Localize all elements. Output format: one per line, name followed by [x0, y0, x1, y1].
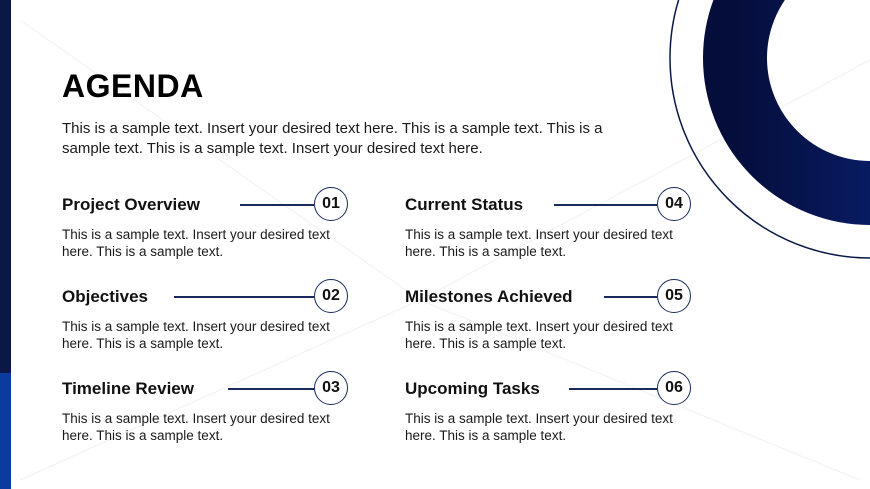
agenda-item-current-status: [405, 187, 705, 267]
agenda-item-title: Project Overview: [62, 195, 200, 214]
connector-line: [240, 204, 314, 206]
agenda-item-description: This is a sample text. Insert your desired text here. This is a sample text.: [405, 227, 673, 259]
number-badge: 04: [657, 187, 691, 221]
number-badge: 02: [314, 279, 348, 313]
agenda-item-title: Current Status: [405, 195, 524, 214]
agenda-item-title: Objectives: [62, 287, 148, 306]
agenda-item-description: This is a sample text. Insert your desired text here. This is a sample text.: [62, 319, 330, 351]
agenda-item-timeline-review: [62, 371, 362, 451]
number-badge: 03: [314, 371, 348, 405]
connector-line: [604, 296, 657, 298]
connector-line: [554, 204, 657, 206]
connector-line: [174, 296, 314, 298]
agenda-item-title: Upcoming Tasks: [405, 379, 540, 398]
number-badge: 01: [314, 187, 348, 221]
left-accent-bar-dark: [0, 0, 11, 373]
connector-line: [569, 388, 657, 390]
agenda-item-objectives: [62, 279, 362, 359]
agenda-item-upcoming-tasks: [405, 371, 705, 451]
left-accent-bar-blue: [0, 373, 11, 489]
agenda-item-title: Milestones Achieved: [405, 287, 573, 306]
intro-text: This is a sample text. Insert your desired text here. This is a sample text. This is a sample text. This is a sample text. Insert your desired text here.: [62, 120, 603, 157]
number-badge: 05: [657, 279, 691, 313]
page-title: AGENDA: [62, 68, 204, 104]
number-badge: 06: [657, 371, 691, 405]
thick-ring: [735, 0, 870, 193]
agenda-item-description: This is a sample text. Insert your desired text here. This is a sample text.: [62, 227, 330, 259]
agenda-item-description: This is a sample text. Insert your desired text here. This is a sample text.: [405, 319, 673, 351]
agenda-item-milestones-achieved: [405, 279, 705, 359]
connector-line: [228, 388, 314, 390]
agenda-item-title: Timeline Review: [62, 379, 194, 398]
agenda-item-description: This is a sample text. Insert your desired text here. This is a sample text.: [62, 411, 330, 443]
agenda-item-project-overview: [62, 187, 362, 267]
agenda-item-description: This is a sample text. Insert your desired text here. This is a sample text.: [405, 411, 673, 443]
